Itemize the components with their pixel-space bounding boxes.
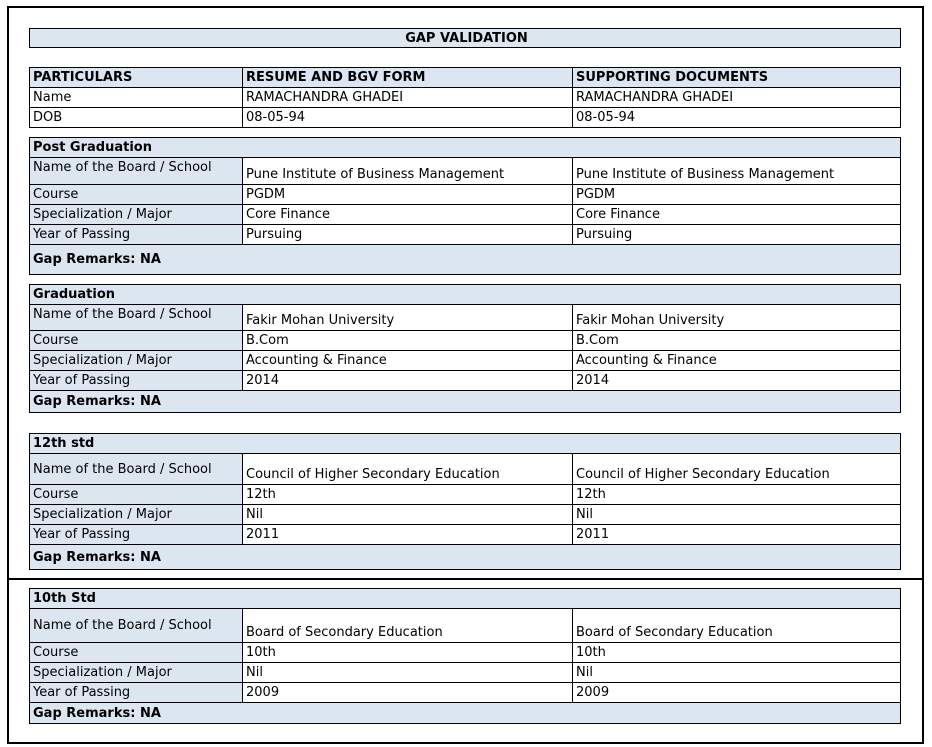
section-heading: Post Graduation (33, 140, 152, 155)
page-title: GAP VALIDATION (405, 30, 528, 46)
resume-value: 2011 (243, 525, 573, 544)
row-label: Name of the Board / School (30, 305, 243, 330)
section-heading: Graduation (33, 287, 116, 302)
table-row (29, 662, 901, 683)
supporting-value: Board of Secondary Education (573, 609, 900, 642)
section-heading-row (29, 284, 901, 305)
gap-remarks: Gap Remarks: NA (33, 549, 161, 565)
supporting-value: Nil (573, 663, 900, 682)
supporting-value: Nil (573, 505, 900, 524)
section-heading-row (29, 137, 901, 158)
supporting-value: B.Com (573, 331, 900, 350)
row-label: Specialization / Major (30, 205, 243, 224)
row-label: Specialization / Major (30, 663, 243, 682)
table-row (29, 204, 901, 225)
row-label: Course (30, 185, 243, 204)
header-row (29, 67, 901, 88)
resume-value: PGDM (243, 185, 573, 204)
supporting-value: Fakir Mohan University (573, 305, 900, 330)
row-label: Year of Passing (30, 225, 243, 244)
table-row (29, 107, 901, 128)
resume-value: 10th (243, 643, 573, 662)
resume-value: Pursuing (243, 225, 573, 244)
gap-remarks: Gap Remarks: NA (33, 252, 161, 267)
resume-value: Council of Higher Secondary Education (243, 454, 573, 484)
section-heading: 12th std (33, 436, 95, 451)
title-row (29, 28, 901, 48)
table-row (29, 504, 901, 525)
table-row (29, 608, 901, 643)
table-row (29, 642, 901, 663)
supporting-value: 08-05-94 (576, 110, 636, 125)
resume-value: 2014 (243, 371, 573, 390)
table-row (29, 184, 901, 205)
row-label: Name of the Board / School (30, 158, 243, 184)
table-row (29, 524, 901, 545)
supporting-value: Accounting & Finance (573, 351, 900, 370)
resume-value: RAMACHANDRA GHADEI (243, 88, 573, 107)
table-row (29, 370, 901, 391)
supporting-value: Council of Higher Secondary Education (573, 454, 900, 484)
supporting-value: PGDM (573, 185, 900, 204)
header-particulars: PARTICULARS (30, 68, 243, 87)
row-label: Name of the Board / School (30, 454, 243, 484)
row-label: Specialization / Major (30, 505, 243, 524)
resume-value: Nil (243, 505, 573, 524)
gap-remarks-row (29, 702, 901, 724)
resume-value: Pune Institute of Business Management (243, 158, 573, 184)
row-label: Name (30, 88, 243, 107)
section-heading: 10th Std (33, 591, 96, 606)
row-label: Year of Passing (30, 683, 243, 702)
supporting-value: 2011 (573, 525, 900, 544)
resume-value: 12th (243, 485, 573, 504)
gap-remarks-row (29, 544, 901, 570)
supporting-value: 12th (573, 485, 900, 504)
table-row (29, 224, 901, 245)
row-label: Course (30, 485, 243, 504)
row-label: Year of Passing (30, 371, 243, 390)
row-label: Year of Passing (30, 525, 243, 544)
section-heading-row (29, 588, 901, 609)
gap-remarks: Gap Remarks: NA (33, 394, 161, 409)
table-row (29, 350, 901, 371)
resume-value: Accounting & Finance (243, 351, 573, 370)
row-label: DOB (30, 108, 243, 127)
resume-value: 2009 (243, 683, 573, 702)
row-label: Course (30, 643, 243, 662)
table-row (29, 484, 901, 505)
resume-value: Fakir Mohan University (243, 305, 573, 330)
supporting-value: 2014 (573, 371, 900, 390)
supporting-value: 10th (573, 643, 900, 662)
resume-value: Nil (243, 663, 573, 682)
row-label: Specialization / Major (30, 351, 243, 370)
table-row (29, 157, 901, 185)
table-row (29, 453, 901, 485)
supporting-value: RAMACHANDRA GHADEI (576, 90, 734, 105)
resume-value: Board of Secondary Education (243, 609, 573, 642)
supporting-value: 2009 (573, 683, 900, 702)
resume-value: 08-05-94 (243, 108, 573, 127)
resume-value: B.Com (243, 331, 573, 350)
section-heading-row (29, 433, 901, 454)
supporting-value: Core Finance (573, 205, 900, 224)
row-label: Course (30, 331, 243, 350)
header-resume: RESUME AND BGV FORM (243, 68, 573, 87)
gap-remarks: Gap Remarks: NA (33, 705, 161, 721)
supporting-value: Pune Institute of Business Management (573, 158, 900, 184)
row-label: Name of the Board / School (30, 609, 243, 642)
gap-remarks-row (29, 390, 901, 413)
gap-remarks-row (29, 244, 901, 275)
supporting-value: Pursuing (573, 225, 900, 244)
header-supporting: SUPPORTING DOCUMENTS (576, 70, 769, 85)
table-row (29, 304, 901, 331)
table-row (29, 682, 901, 703)
table-row (29, 330, 901, 351)
resume-value: Core Finance (243, 205, 573, 224)
table-row (29, 87, 901, 108)
